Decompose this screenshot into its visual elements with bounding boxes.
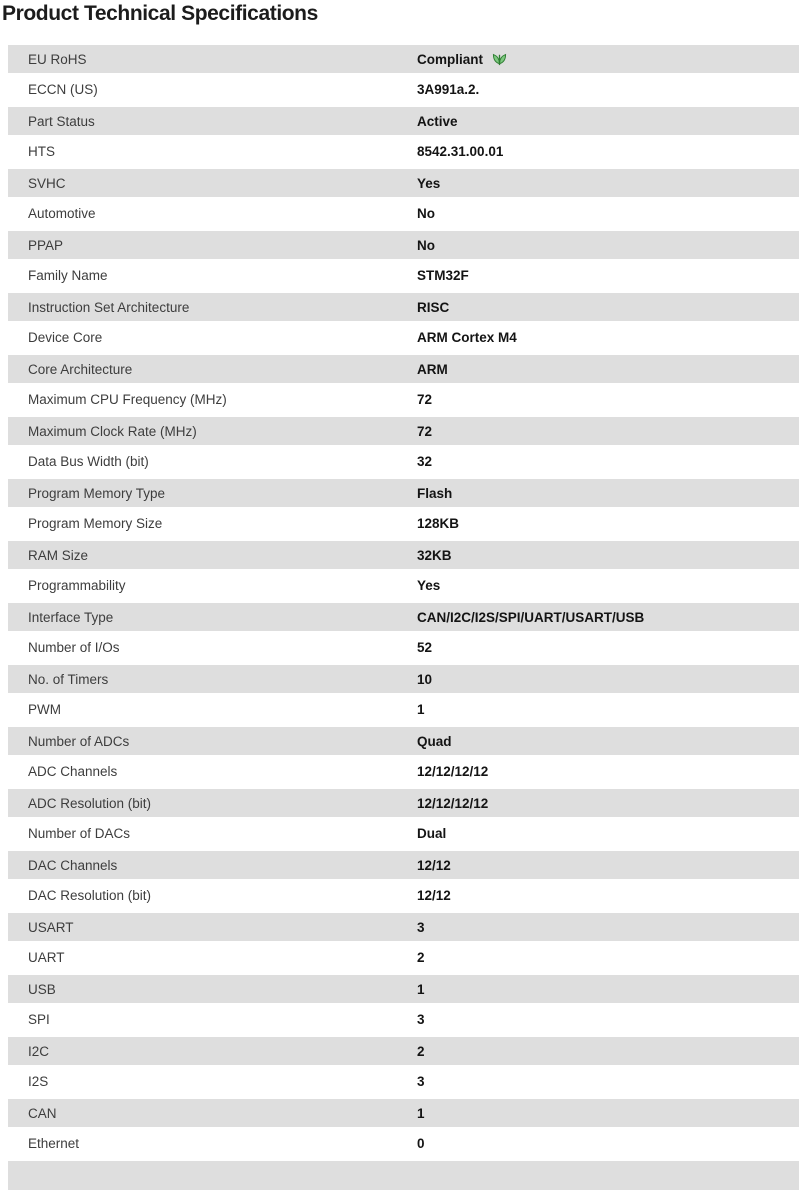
spec-value-text: ARM [417,361,448,377]
spec-value-text: 12/12/12/12 [417,764,489,779]
spec-value-text: 12/12 [417,857,451,873]
spec-label: UART [28,950,65,965]
spec-value [417,362,448,377]
spec-row [8,229,799,260]
spec-value-text: 3A991a.2. [417,82,480,97]
spec-value [417,268,469,283]
spec-label: Number of I/Os [28,640,120,655]
spec-value-text: 12/12 [417,888,451,903]
spec-value-text: RISC [417,299,450,315]
spec-value-text: Yes [417,175,441,191]
spec-value-text: Active [417,113,458,129]
spec-label: Core Architecture [28,361,133,377]
spec-value-text: STM32F [417,268,469,283]
spec-row [8,291,799,322]
spec-row [8,74,799,105]
spec-label: Programmability [28,578,126,593]
spec-value-text: 2 [417,1043,425,1059]
spec-row [8,43,799,74]
spec-label: USART [28,919,74,935]
spec-row [8,136,799,167]
spec-value [417,392,432,407]
spec-value-text: 1 [417,702,425,717]
spec-value-text: 1 [417,1105,425,1121]
spec-row [8,1097,799,1128]
spec-label: Maximum Clock Rate (MHz) [28,423,197,439]
spec-value-text: 32 [417,454,433,469]
spec-label: I2C [28,1043,50,1059]
spec-label: Instruction Set Architecture [28,299,190,315]
spec-value [417,764,488,779]
spec-row [8,539,799,570]
spec-label: EU RoHS [28,51,87,67]
spec-label: DAC Channels [28,857,118,873]
page-title: Product Technical Specifications [2,2,318,25]
spec-value-text: 0 [417,1136,425,1151]
spec-label: SPI [28,1012,50,1027]
spec-value [417,702,425,717]
spec-value-text: No [417,237,435,253]
spec-value [417,734,452,749]
spec-value [417,1074,425,1089]
spec-value [417,300,449,315]
spec-row [8,849,799,880]
spec-row [8,105,799,136]
spec-value [417,486,452,501]
spec-row [8,477,799,508]
spec-value [417,206,435,221]
spec-value [417,858,451,873]
spec-row [8,911,799,942]
rohs-leaf-icon [492,52,507,66]
spec-value-text: 1 [417,981,425,997]
spec-label: Device Core [28,330,103,345]
spec-row [8,1004,799,1035]
spec-label: Number of ADCs [28,733,130,749]
spec-row [8,880,799,911]
spec-table [8,43,799,1190]
spec-row [8,1128,799,1159]
spec-value-text: 32KB [417,547,452,563]
spec-label: Automotive [28,206,96,221]
spec-label: USB [28,981,56,997]
spec-value [417,114,458,129]
spec-label: Part Status [28,113,95,129]
spec-value-text: ARM Cortex M4 [417,330,517,345]
spec-value [417,610,644,625]
spec-row [8,384,799,415]
spec-row [8,167,799,198]
spec-label: DAC Resolution (bit) [28,888,152,903]
spec-row [8,260,799,291]
spec-value [417,176,440,191]
spec-value [417,238,435,253]
spec-label: ECCN (US) [28,82,98,97]
spec-label: ADC Resolution (bit) [28,795,152,811]
spec-row [8,973,799,1004]
spec-value [417,578,440,593]
spec-value [417,1044,425,1059]
spec-label: Interface Type [28,609,114,625]
spec-value [417,672,432,687]
spec-value [417,144,503,159]
spec-value [417,796,488,811]
spec-label: Ethernet [28,1136,80,1151]
spec-value [417,640,432,655]
spec-value-text: Quad [417,733,452,749]
spec-label: PWM [28,702,61,717]
spec-value [417,52,507,67]
spec-value-text: Yes [417,578,441,593]
spec-row [8,322,799,353]
spec-row [8,446,799,477]
spec-value [417,1012,425,1027]
spec-value [417,950,425,965]
spec-label: ADC Channels [28,764,118,779]
spec-value-text: CAN/I2C/I2S/SPI/UART/USART/USB [417,609,645,625]
spec-row [8,818,799,849]
spec-value-text: 52 [417,640,433,655]
spec-value-text: Dual [417,826,447,841]
spec-label: No. of Timers [28,671,109,687]
spec-value [417,1106,425,1121]
spec-value [417,330,517,345]
spec-value-text: Flash [417,485,453,501]
spec-value-text: 3 [417,1012,425,1027]
spec-value-text: 72 [417,423,433,439]
spec-row [8,942,799,973]
spec-value [417,548,452,563]
spec-value [417,1136,425,1151]
spec-row [8,787,799,818]
spec-row [8,601,799,632]
spec-label: Number of DACs [28,826,131,841]
spec-row [8,1066,799,1097]
spec-value [417,826,446,841]
spec-value [417,982,425,997]
spec-row [8,694,799,725]
spec-value-text: No [417,206,435,221]
spec-row [8,756,799,787]
spec-label: SVHC [28,175,66,191]
spec-value-text: 8542.31.00.01 [417,144,504,159]
spec-value [417,424,432,439]
spec-value-text: 12/12/12/12 [417,795,489,811]
spec-row [8,632,799,663]
spec-label: Maximum CPU Frequency (MHz) [28,392,227,407]
spec-value [417,454,432,469]
spec-value-text: 3 [417,1074,425,1089]
spec-value [417,920,425,935]
spec-row [8,508,799,539]
spec-label: I2S [28,1074,49,1089]
spec-row [8,198,799,229]
spec-row [8,353,799,384]
spec-label: RAM Size [28,547,89,563]
spec-label: PPAP [28,237,64,253]
spec-row [8,663,799,694]
spec-row-partial [8,1159,799,1190]
spec-label: HTS [28,144,55,159]
spec-value [417,82,479,97]
spec-label: Family Name [28,268,108,283]
spec-label: Program Memory Type [28,485,166,501]
spec-row [8,1035,799,1066]
spec-row [8,570,799,601]
spec-value-text: 128KB [417,516,460,531]
spec-label: CAN [28,1105,57,1121]
spec-row [8,725,799,756]
spec-label: Data Bus Width (bit) [28,454,149,469]
spec-label: Program Memory Size [28,516,163,531]
spec-value-text: Compliant [417,51,483,67]
spec-value [417,516,459,531]
spec-row [8,415,799,446]
spec-value [417,888,451,903]
spec-value-text: 10 [417,671,433,687]
spec-value-text: 2 [417,950,425,965]
spec-value-text: 3 [417,919,425,935]
spec-value-text: 72 [417,392,433,407]
